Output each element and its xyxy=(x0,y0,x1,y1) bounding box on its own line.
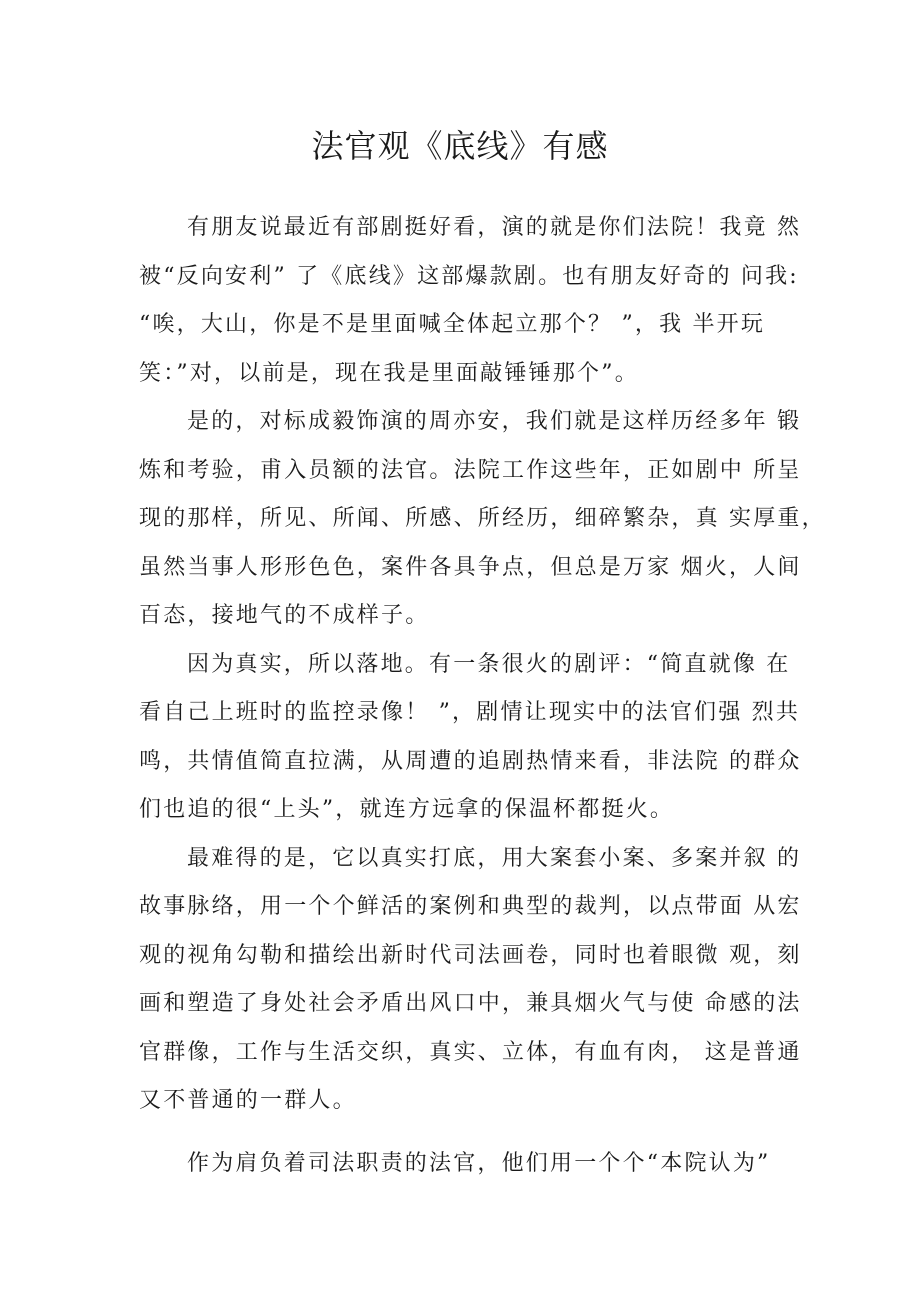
paragraph-line: 鸣，共情值简直拉满，从周遭的追剧热情来看，非法院 的群众 xyxy=(139,748,802,774)
paragraph-line: 又不普通的一群人。 xyxy=(139,1088,357,1113)
paragraph-line: “唉，大山，你是不是里面喊全体起立那个？ ”，我 半开玩 xyxy=(139,312,766,337)
paragraph-line: 有朋友说最近有部剧挺好看，演的就是你们法院！我竟 然 xyxy=(187,215,802,240)
paragraph-2 xyxy=(139,398,826,641)
paragraph-line: 看自己上班时的监控录像！ ”，剧情让现实中的法官们强 烈共 xyxy=(139,700,801,725)
paragraph-spacer xyxy=(139,1126,795,1140)
paragraph-line: 虽然当事人形形色色，案件各具争点，但总是万家 烟火，人间 xyxy=(139,554,802,580)
paragraph-line: 是的，对标成毅饰演的周亦安，我们就是这样历经多年 锻 xyxy=(187,409,802,434)
paragraph-line: 被“反向安利” 了《底线》这部爆款剧。也有朋友好奇的 问我: xyxy=(139,263,799,289)
document-body xyxy=(139,204,826,1188)
paragraph-line: 最难得的是，它以真实打底，用大案套小案、多案并叙 的 xyxy=(187,845,802,871)
paragraph-line: 观的视角勾勒和描绘出新时代司法画卷，同时也着眼微 观，刻 xyxy=(139,942,802,968)
paragraph-line: 画和塑造了身处社会矛盾出风口中，兼具烟火气与使 命感的法 xyxy=(139,991,802,1016)
paragraph-1 xyxy=(139,204,802,398)
paragraph-line: 作为肩负着司法职责的法官，他们用一个个“本院认为” xyxy=(187,1150,771,1176)
paragraph-line: 炼和考验，甫入员额的法官。法院工作这些年，正如剧中 所呈 xyxy=(139,457,802,483)
paragraph-line: 现的那样，所见、所闻、所感、所经历，细碎繁杂，真 实厚重， xyxy=(139,506,826,531)
paragraph-line: 故事脉络，用一个个鲜活的案例和典型的裁判，以点带面 从宏 xyxy=(139,894,802,919)
paragraph-line: 笑：”对，以前是，现在我是里面敲锤锤那个”。 xyxy=(139,360,639,386)
paragraph-5 xyxy=(139,1140,795,1189)
paragraph-line: 因为真实，所以落地。有一条很火的剧评：“简直就像 在 xyxy=(187,651,791,677)
paragraph-line: 官群像，工作与生活交织，真实、立体，有血有肉， 这是普通 xyxy=(139,1039,802,1065)
paragraph-line: 百态，接地气的不成样子。 xyxy=(139,603,430,628)
paragraph-line: 们也追的很“上头”，就连方远拿的保温杯都挺火。 xyxy=(139,797,675,822)
paragraph-4 xyxy=(139,835,802,1126)
document-title: 法官观《底线》有感 xyxy=(311,127,609,165)
paragraph-3 xyxy=(139,641,802,835)
